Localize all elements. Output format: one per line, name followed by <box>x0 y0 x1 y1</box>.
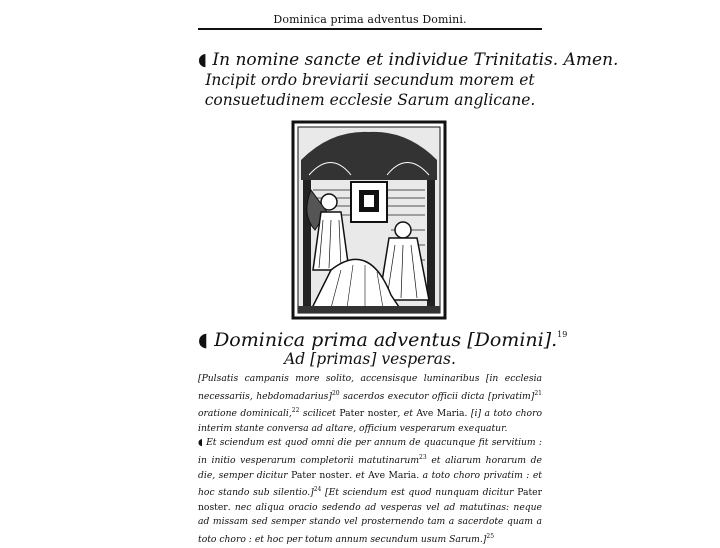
feast-title: Dominica prima adventus [Domini]. <box>214 329 558 351</box>
header-rule <box>198 28 542 30</box>
annunciation-woodcut <box>291 120 447 320</box>
footnote-ref: 19 <box>557 330 568 339</box>
footnote-ref: 21 <box>534 389 542 397</box>
footnote-ref: 23 <box>419 453 427 461</box>
opening-line-1 <box>198 50 619 70</box>
paragraph-mark-icon: ◖ <box>198 329 209 351</box>
footnote-ref: 22 <box>291 407 300 415</box>
paragraph-mark-icon: ◖ <box>198 50 207 70</box>
office-subheading: Ad [primas] vesperas. <box>284 350 456 368</box>
feast-heading <box>198 323 568 352</box>
opening-line-1-text: In nomine sancte et individue Trinitatis. Amen. <box>212 50 619 70</box>
footnote-ref: 24 <box>313 486 322 494</box>
rubric-paragraph-2: ◖ Et sciendum est quod omni die per annum de quacunque fit servitium : in initio vesperarum completorii matutinarum$^{23}$ et aliarum horarum de die, semper dicitur Pater noster. et Ave Maria. a toto choro privatim : et hoc stando sub silentio.]$^{24}$ [Et sciendum est quod nunquam dicitur Pater noster. nec aliqua oracio sedendo ad vesperas vel ad matutinas: neque ad missam sed semper stando vel prosternendo tam a sacerdote quam a toto choro : et hoc per totum annum secundum usum Sarum.]$^{25}$ <box>198 437 542 545</box>
rubric-body <box>198 372 542 548</box>
footnote-ref: 20 <box>331 389 340 397</box>
opening-rubric <box>198 50 619 110</box>
running-head: Dominica prima adventus Domini. <box>273 13 467 26</box>
opening-line-2: Incipit ordo breviarii secundum morem et consuetudinem ecclesie Sarum anglicane. <box>204 71 536 109</box>
rubric-paragraph-1: [Pulsatis campanis more solito, accensisque luminaribus [in ecclesia necessariis, hebdomadarius]$^{20}$ sacerdos executor officii dicta [privatim]$^{21}$ oratione dominicali,$^{22}$ scilicet Pater noster, et Ave Maria. [i] a toto choro interim stante conversa ad altare, officium vesperarum exequatur. <box>198 373 542 434</box>
footnote-ref: 25 <box>486 532 495 540</box>
paragraph-mark-icon: ◖ <box>198 437 203 449</box>
